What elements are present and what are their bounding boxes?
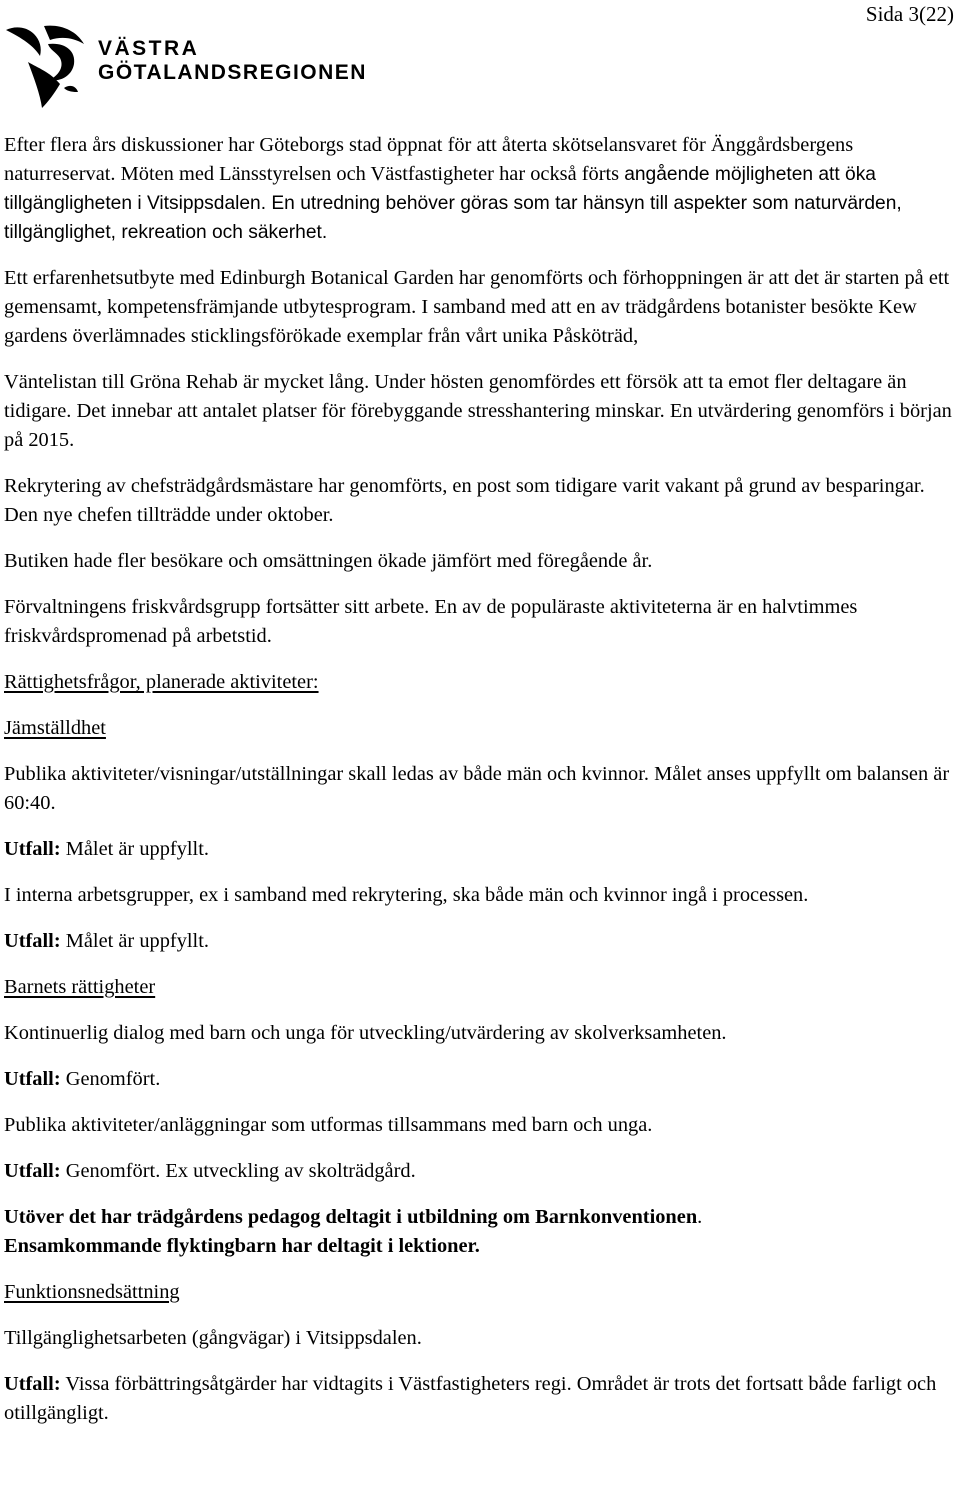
heading-rights: Rättighetsfrågor, planerade aktiviteter: — [4, 671, 319, 693]
outcome-text: Genomfört. Ex utveckling av skolträdgård. — [60, 1160, 416, 1182]
logo-text-line2: GÖTALANDSREGIONEN — [98, 61, 367, 84]
page-number: Sida 3(22) — [865, 2, 954, 26]
equality-outcome-2 — [4, 927, 956, 956]
paragraph-exchange: Ett erfarenhetsutbyte med Edinburgh Botanical Garden har genomförts och förhoppningen är att det är starten på ett gemensamt, kompetensfrämjande utbytesprogram. I samband med att en av trädgårdens botanister besökte Kew gardens överlämnades sticklingsförökade exemplar från vårt unika Påsköträd, — [4, 267, 950, 347]
disability-outcome-1 — [4, 1370, 956, 1428]
equality-goal-1: Publika aktiviteter/visningar/utställningar skall ledas av både män och kvinnor. Målet anses uppfyllt om balansen är 60:40. — [4, 763, 950, 814]
outcome-label: Utfall: — [4, 1068, 61, 1090]
logo-mark-icon — [4, 22, 96, 108]
heading-disability: Funktionsnedsättning — [4, 1281, 180, 1303]
children-goal-1: Kontinuerlig dialog med barn och unga för utveckling/utvärdering av skolverksamheten. — [4, 1022, 727, 1044]
heading-children-rights: Barnets rättigheter — [4, 976, 156, 998]
outcome-text: Vissa förbättringsåtgärder har vidtagits i Västfastigheters regi. Området är trots det fortsatt både farligt och otillgängligt. — [4, 1373, 937, 1424]
document-body — [4, 131, 956, 1445]
paragraph-recruitment: Rekrytering av chefsträdgårdsmästare har genomförts, en post som tidigare varit vakant på grund av besparingar. Den nye chefen tillträdde under oktober. — [4, 475, 925, 526]
children-outcome-2 — [4, 1157, 956, 1186]
bold-note-2: Ensamkommande flyktingbarn har deltagit i lektioner. — [4, 1235, 480, 1257]
equality-goal-2: I interna arbetsgrupper, ex i samband med rekrytering, ska både män och kvinnor ingå i processen. — [4, 884, 809, 906]
outcome-label: Utfall: — [4, 1160, 61, 1182]
outcome-label: Utfall: — [4, 930, 61, 952]
outcome-text: Målet är uppfyllt. — [60, 930, 209, 952]
outcome-label: Utfall: — [4, 1373, 61, 1395]
children-outcome-1 — [4, 1065, 956, 1094]
paragraph-rehab: Väntelistan till Gröna Rehab är mycket lång. Under hösten genomfördes ett försök att ta emot fler deltagare än tidigare. Det innebar att antalet platser för förebyggande stresshantering minskar. En utvärdering genomförs i början på 2015. — [4, 371, 952, 451]
heading-equality: Jämställdhet — [4, 717, 106, 739]
paragraph-text: Efter flera års diskussioner har Göteborgs stad öppnat för att återta skötselansvaret för Änggårdsbergens naturreservat. Möten med Länsstyrelsen och Västfastigheter har också förts — [4, 134, 854, 185]
disability-goal-1: Tillgänglighetsarbeten (gångvägar) i Vitsippsdalen. — [4, 1327, 422, 1349]
bold-note-1-tail: . — [697, 1206, 703, 1228]
paragraph-management — [4, 131, 956, 247]
paragraph-shop: Butiken hade fler besökare och omsättningen ökade jämfört med föregående år. — [4, 550, 653, 572]
region-logo — [4, 22, 389, 108]
outcome-text: Målet är uppfyllt. — [60, 838, 209, 860]
children-goal-2: Publika aktiviteter/anläggningar som utformas tillsammans med barn och unga. — [4, 1114, 653, 1136]
logo-text-line1: VÄSTRA — [98, 37, 200, 60]
equality-outcome-1 — [4, 835, 956, 864]
outcome-label: Utfall: — [4, 838, 61, 860]
paragraph-text-sans: angående möjligheten att öka tillgängligheten i Vitsippsdalen. En utredning behöver göras som tar hänsyn till aspekter som naturvärden, tillgänglighet, rekreation och säkerhet. — [4, 164, 902, 243]
bold-note-1: Utöver det har trädgårdens pedagog deltagit i utbildning om Barnkonventionen — [4, 1206, 698, 1228]
paragraph-wellness: Förvaltningens friskvårdsgrupp fortsätter sitt arbete. En av de populäraste aktiviteterna är en halvtimmes friskvårdspromenad på arbetstid. — [4, 596, 858, 647]
children-bold-note — [4, 1203, 956, 1261]
outcome-text: Genomfört. — [60, 1068, 161, 1090]
